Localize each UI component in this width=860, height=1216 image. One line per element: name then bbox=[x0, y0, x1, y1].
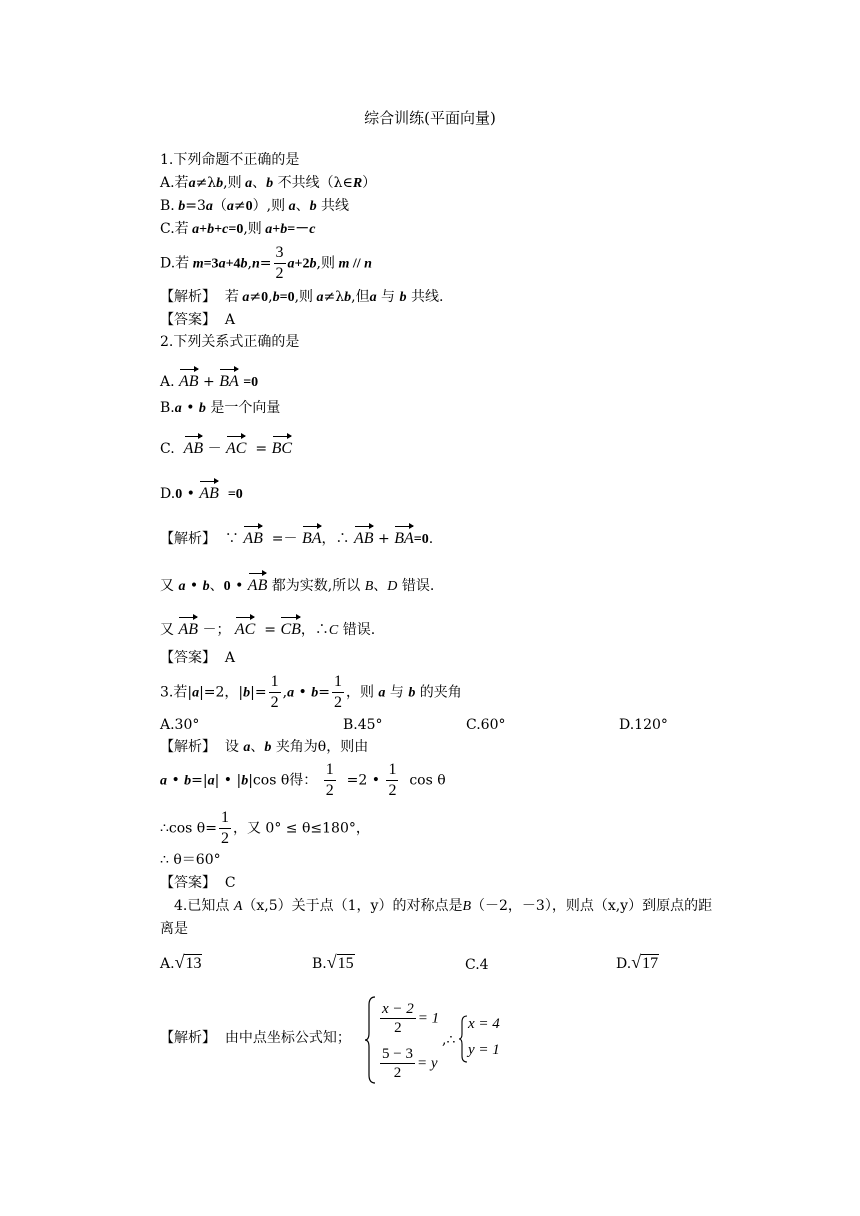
q1-answer: 【答案】 A bbox=[160, 312, 236, 328]
system-eq2: $\frac{5 - 3}{2}$ = y bbox=[382, 1046, 438, 1081]
q4-analysis: 【解析】 由中点坐标公式知； bbox=[160, 1030, 351, 1046]
q3-option-c: C.60° bbox=[466, 717, 506, 733]
q1-option-a: A.若a≠λb,则 a、b 不共线（λ∈R） bbox=[160, 175, 377, 191]
q3-option-d: D.120° bbox=[619, 717, 668, 733]
page-title: 综合训练(平面向量) bbox=[364, 109, 496, 127]
solution-x: x = 4 bbox=[468, 1016, 500, 1032]
q4-option-a: A.√13 bbox=[160, 952, 202, 972]
q4-stem-line2: 离是 bbox=[160, 921, 188, 937]
solution-brace-left bbox=[458, 1014, 468, 1064]
q1-option-b: B. b=3a（a≠0）,则 a、b 共线 bbox=[160, 198, 350, 214]
q2-option-a: A. AB + BA =0 bbox=[160, 366, 258, 393]
q4-option-c: C.4 bbox=[465, 957, 489, 973]
q3-analysis-line3: ∴cos θ= $\frac{1}{2}$ ，又 0° ≤ θ≤180°， bbox=[160, 809, 370, 847]
q1-analysis: 【解析】 若 a≠0,b=0,则 a≠λb,但a 与 b 共线. bbox=[160, 289, 444, 305]
q3-stem: 3.若|a|=2，|b|= $\frac{1}{2}$ ,a • b= $\frac{1}{2}$ ，则 a 与 b 的夹角 bbox=[160, 673, 462, 711]
q3-answer: 【答案】 C bbox=[160, 875, 236, 891]
q2-analysis-line2: 又 a • b、0 • AB 都为实数,所以 B、D 错误. bbox=[160, 570, 434, 597]
q2-answer: 【答案】 A bbox=[160, 650, 236, 666]
q2-analysis-line3: 又 AB －； AC = CB，∴C 错误. bbox=[160, 614, 375, 641]
q1-option-d: D.若 m=3a+4b,n= $\frac{3}{2}$ a+2b,则 m // n bbox=[160, 244, 372, 282]
solution-y: y = 1 bbox=[468, 1042, 500, 1058]
q4-option-b: B.√15 bbox=[312, 952, 354, 972]
q4-option-d: D.√17 bbox=[616, 952, 659, 972]
therefore-symbol: ,∴ bbox=[442, 1032, 456, 1048]
q2-stem: 2.下列关系式正确的是 bbox=[160, 334, 300, 350]
q3-option-b: B.45° bbox=[343, 717, 383, 733]
q2-option-c: C. AB － AC = BC bbox=[160, 433, 292, 459]
q3-analysis-line2: a • b=|a| • |b|cos θ得： $\frac{1}{2}$ =2 • $\frac{1}{2}$ cos θ bbox=[160, 761, 446, 799]
q3-option-a: A.30° bbox=[160, 717, 200, 733]
system-eq1: $\frac{x - 2}{2}$ = 1 bbox=[382, 1001, 440, 1036]
q2-option-d: D.0 • AB =0 bbox=[160, 478, 243, 505]
fraction: $\frac{3}{2}$ bbox=[275, 244, 284, 282]
q2-option-b: B.a • b 是一个向量 bbox=[160, 400, 281, 416]
q1-option-c: C.若 a+b+c=0,则 a+b=－c bbox=[160, 221, 316, 237]
q3-analysis-line1: 【解析】 设 a、b 夹角为θ，则由 bbox=[160, 739, 369, 755]
q1-stem: 1.下列命题不正确的是 bbox=[160, 152, 300, 168]
q2-analysis-line1: 【解析】 ∵ AB =－ BA，∴ AB + BA=0. bbox=[160, 523, 433, 550]
q3-analysis-line4: ∴ θ＝60° bbox=[160, 852, 221, 868]
q4-stem-line1: 4.已知点 A（x,5）关于点（1，y）的对称点是B（－2，－3），则点（x,y）到原点的距 bbox=[174, 898, 713, 914]
system-brace-left bbox=[364, 995, 376, 1085]
